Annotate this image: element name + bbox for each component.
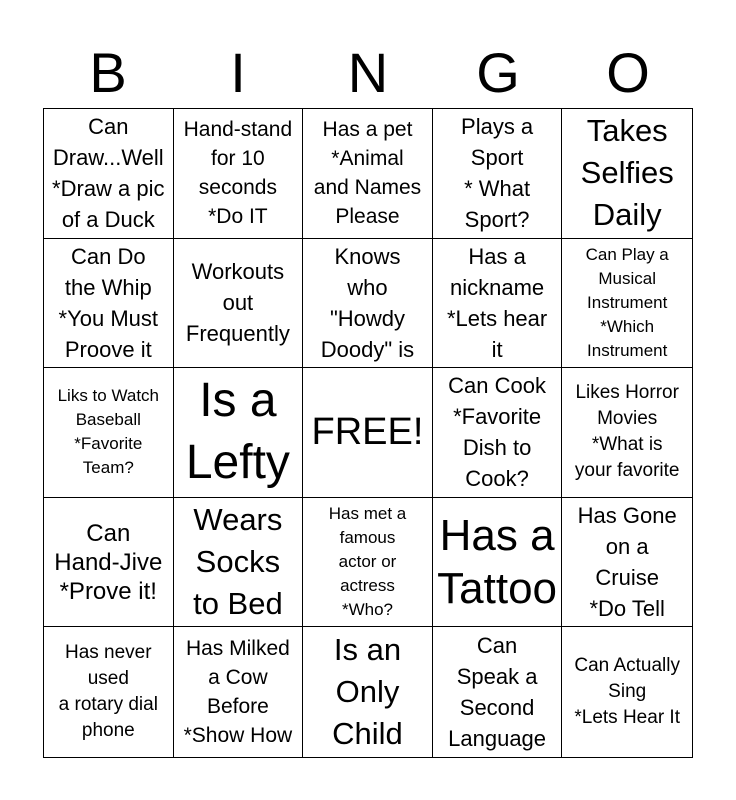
bingo-cell[interactable]: Plays a Sport * What Sport? [433,109,563,239]
header-letter-g: G [476,41,520,104]
bingo-cell[interactable]: Has a nickname *Lets hear it [433,239,563,369]
header-letter-b: B [89,41,127,104]
bingo-board [43,108,693,758]
bingo-cell[interactable]: Can Draw...Well *Draw a pic of a Duck [44,109,174,239]
bingo-cell[interactable]: Has never used a rotary dial phone [44,627,174,757]
bingo-cell[interactable]: Can Do the Whip *You Must Proove it [44,239,174,369]
bingo-cell[interactable]: Is a Lefty [174,368,304,498]
bingo-cell[interactable]: Has a pet *Animal and Names Please [303,109,433,239]
header-letter-i: I [230,41,246,104]
bingo-cell[interactable]: Can Hand-Jive *Prove it! [44,498,174,628]
bingo-cell[interactable]: Wears Socks to Bed [174,498,304,628]
bingo-cell[interactable]: Knows who "Howdy Doody" is [303,239,433,369]
bingo-cell[interactable]: Takes Selfies Daily [562,109,692,239]
bingo-cell[interactable]: Can Play a Musical Instrument *Which Instrument [562,239,692,369]
free-space[interactable]: FREE! [303,368,433,498]
bingo-header [43,40,693,106]
bingo-cell[interactable]: Can Actually Sing *Lets Hear It [574,655,680,729]
bingo-cell[interactable]: Has Milked a Cow Before *Show How [174,627,304,757]
bingo-cell[interactable]: Likes Horror Movies *What is your favorite [562,368,692,498]
bingo-cell[interactable]: Is an Only Child [303,627,433,757]
bingo-cell[interactable]: Liks to Watch Baseball *Favorite Team? [44,368,174,498]
bingo-cell[interactable]: Hand-stand for 10 seconds *Do IT [174,109,304,239]
header-letter-o: O [606,41,650,104]
bingo-cell[interactable]: Has met a famous actor or actress *Who? [303,498,433,628]
bingo-cell[interactable]: Can Cook *Favorite Dish to Cook? [433,368,563,498]
bingo-cell[interactable]: Has a Tattoo [433,498,563,628]
bingo-cell[interactable]: Has Gone on a Cruise *Do Tell [562,498,692,628]
bingo-cell[interactable]: Can Speak a Second Language [433,627,563,757]
bingo-cell[interactable]: Workouts out Frequently [174,239,304,369]
header-letter-n: N [347,41,389,104]
